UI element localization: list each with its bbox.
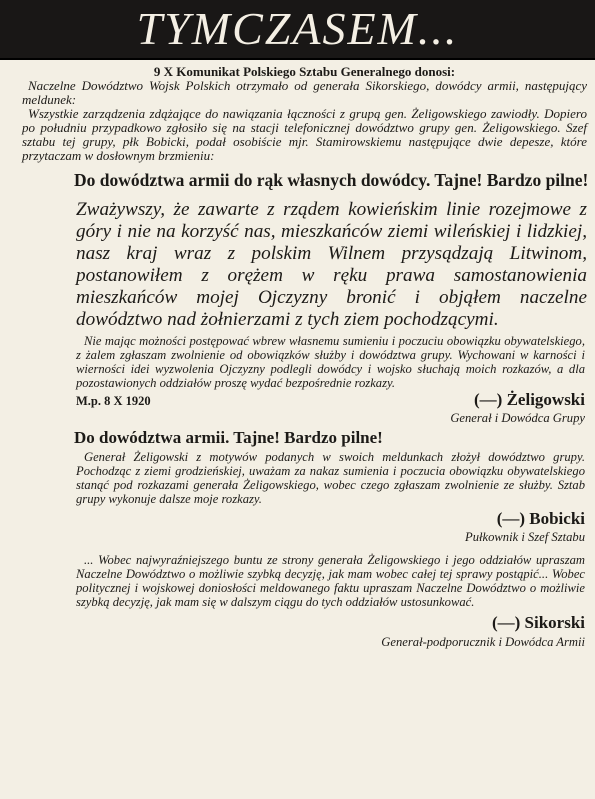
dispatch1-signature-row bbox=[76, 390, 585, 410]
dispatch1-main-text: Zważywszy, że zawarte z rządem kowieńskim linie rozejmowe z góry i nie na korzyść nas, mieszkańców ziemi wileńskiej i lidzkiej, nasz kraj wraz z polskim Wilnem przysądzają Litwinom, postanowiłem z orężem w ręku prawa samostanowienia mieszkańców mojej Ojczyzny bronić i objąłem naczelne dowództwo nad żołnierzami z tych ziem pochodzącymi. bbox=[76, 199, 587, 330]
dispatch1-signer-title: Generał i Dowódca Grupy bbox=[450, 411, 585, 425]
closing-signer-title: Generał-podporucznik i Dowódca Armii bbox=[381, 635, 585, 649]
dispatch1-headline: Do dowództwa armii do rąk własnych dowódcy. Tajne! Bardzo pilne! bbox=[74, 170, 589, 190]
dispatch2-signature: (—) Bobicki bbox=[496, 509, 585, 528]
closing-signature: (—) Sikorski bbox=[491, 613, 585, 632]
page-title: TYMCZASEM... bbox=[136, 3, 459, 54]
dispatch2-headline: Do dowództwa armii. Tajne! Bardzo pilne! bbox=[74, 428, 383, 447]
closing-signature-row bbox=[76, 613, 585, 633]
bulletin-heading: 9 X Komunikat Polskiego Sztabu Generalnego donosi: bbox=[153, 64, 456, 79]
dispatch1-body: Nie mając możności postępować wbrew własnemu sumieniu i poczuciu obowiązku obywatelskiego, z żalem zgłaszam zwolnienie od obowiązków służby i dowództwa grupy. Wychowani w karności i wierności idei wyzwolenia Ojczyzny podlegli dowódcy i wojsko słuchają moich rozkazów, a dla pozostawionych oddziałów proszę wydać bezpośrednie rozkazy. bbox=[76, 334, 585, 390]
dispatch2-signature-row bbox=[76, 509, 585, 529]
dispatch2-signer-title: Pułkownik i Szef Sztabu bbox=[465, 530, 585, 544]
dispatch1-signature: (—) Żeligowski bbox=[474, 390, 585, 409]
title-banner bbox=[0, 0, 595, 60]
dispatch1-date: M.p. 8 X 1920 bbox=[76, 394, 151, 408]
bulletin-report: Wszystkie zarządzenia zdążające do nawiązania łączności z grupą gen. Żeligowskiego zawiodły. Dopiero po południu przypadkowo zgłosiło się na stacji telefonicznej dowództwo grupy gen. Żeligowskiego. Szef sztabu tej grupy, płk Bobicki, podał osobiście mjr. Stamirowskiemu następujące dwie depesze, które przytaczam w dosłownym brzmieniu: bbox=[22, 106, 587, 163]
closing-body: ... Wobec najwyraźniejszego buntu ze strony generała Żeligowskiego i jego oddziałów upraszam Naczelne Dowództwo o możliwie szybką decyzję, jak mam wobec całej tej sprawy postąpić... Wobec politycznej i wojskowej doniosłości meldowanego faktu upraszam Naczelne Dowództwo o możliwie szybką decyzję, jak mam się w dalszym ciągu do tych oddziałów ustosunkować. bbox=[76, 553, 585, 609]
article-body bbox=[0, 64, 595, 650]
dispatch2-body: Generał Żeligowski z motywów podanych w swoich meldunkach złożył dowództwo grupy. Pochodząc z ziemi grodzieńskiej, uważam za nakaz sumienia i poczucia obowiązku obywatelskiego stanąć pod rozkazami generała Żeligowskiego, wobec czego zgłaszam zwolnienie ze służby. Sztab grupy wykonuje dalsze moje rozkazy. bbox=[76, 450, 585, 506]
bulletin-intro: Naczelne Dowództwo Wojsk Polskich otrzymało od generała Sikorskiego, dowódcy armii, następujący meldunek: bbox=[22, 78, 587, 107]
